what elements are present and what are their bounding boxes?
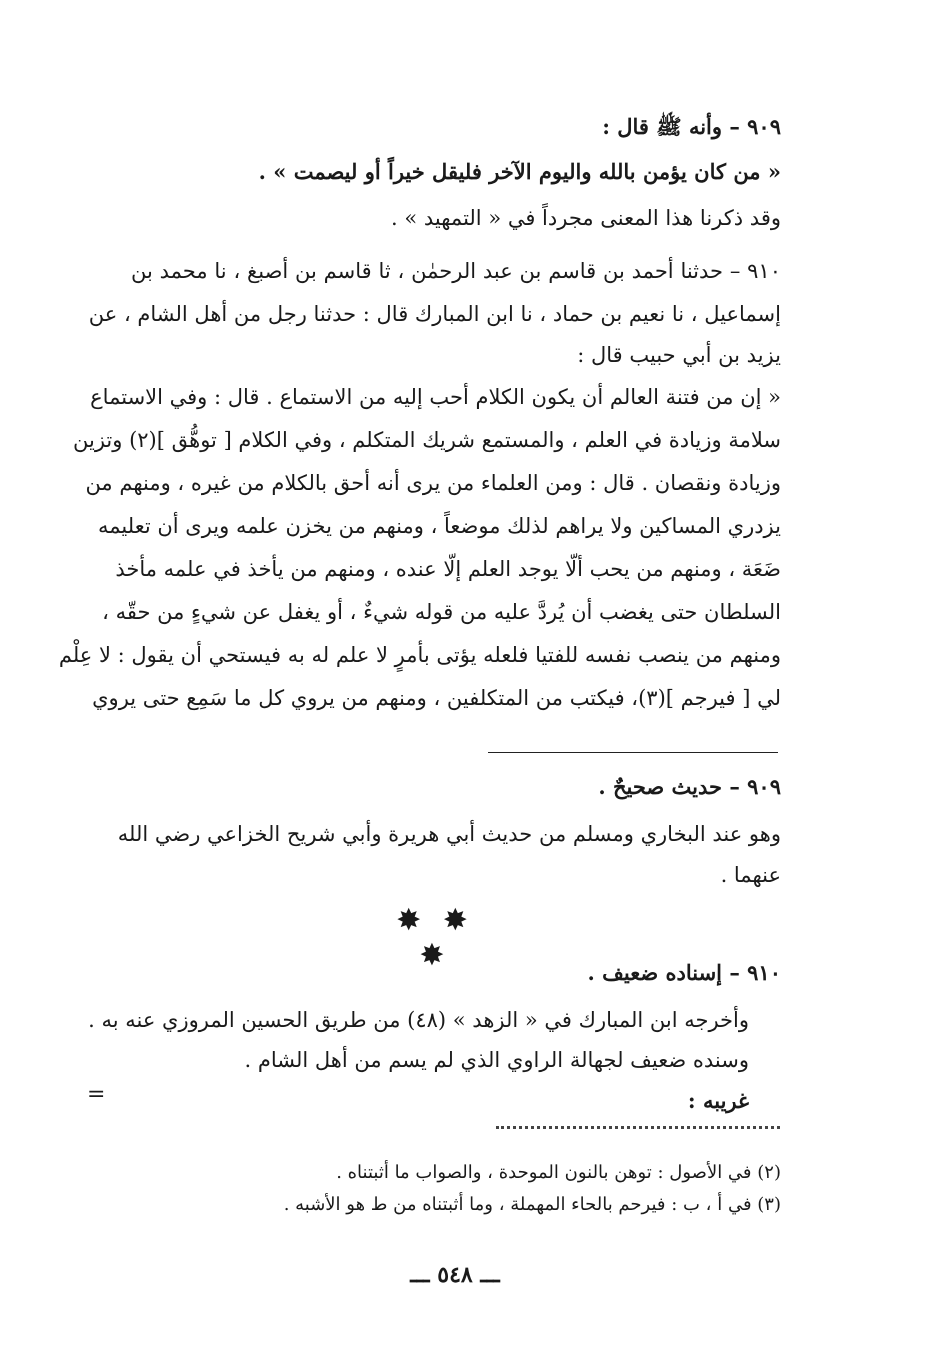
note-909-line: عنهما . [720, 863, 781, 887]
note-910-title: ٩١٠ – إسناده ضعيف . [587, 960, 781, 985]
footnote-2: (٢) في الأصول : توهن بالنون الموحدة ، والصواب ما أثبتناه . [336, 1162, 781, 1183]
hadith-910-isnad-line: ٩١٠ – حدثنا أحمد بن قاسم بن عبد الرحمٰن ، ثا قاسم بن أصبغ ، نا محمد بن [131, 259, 781, 283]
section-stars-divider: ✸ ✸ ✸ [396, 903, 474, 973]
hadith-909-note: وقد ذكرنا هذا المعنى مجرداً في « التمهيد » . [391, 206, 781, 230]
hadith-910-isnad-line: يزيد بن أبي حبيب قال : [577, 343, 781, 367]
hadith-909-intro: ٩٠٩ – وأنه ﷺ قال : [602, 114, 781, 139]
note-910-line: وأخرجه ابن المبارك في « الزهد » (٤٨) من طريق الحسين المروزي عنه به . [88, 1008, 749, 1032]
hadith-910-text-line: وزيادة ونقصان . قال : ومن العلماء من يرى أنه أحق بالكلام من غيره ، ومنهم من [85, 471, 781, 495]
hadith-910-text-line: ومنهم من ينصب نفسه للفتيا فلعله يؤتى بأمرٍ لا علم له به فيستحي أن يقول : لا عِلْم [58, 643, 781, 667]
note-910-line: وسنده ضعيف لجهالة الراوي الذي لم يسم من أهل الشام . [244, 1048, 749, 1072]
hadith-910-isnad-line: إسماعيل ، نا نعيم بن حماد ، نا ابن المبارك قال : حدثنا رجل من أهل الشام ، عن [88, 302, 781, 326]
hadith-910-text-line: سلامة وزيادة في العلم ، والمستمع شريك المتكلم ، وفي الكلام [ توهُّق ](٢) وتزين [72, 428, 781, 452]
hadith-910-text-line: ضَعَة ، ومنهم من يحب ألّا يوجد العلم إلّا عنده ، ومنهم من يأخذ في علمه مأخذ [115, 557, 781, 581]
hadith-910-text-line: « إن من فتنة العالم أن يكون الكلام أحب إليه من الاستماع . قال : وفي الاستماع [90, 385, 781, 409]
footnote-dotted-rule [496, 1126, 780, 1129]
hadith-910-text-line: لي [ فيرجم ](٣)، فيكتب من المتكلفين ، ومنهم من يروي كل ما سَمِع حتى يروي [92, 686, 781, 710]
notes-separator-rule [488, 752, 778, 753]
footnote-3: (٣) في أ ، ب : فيرحم بالحاء المهملة ، وما أثبتناه من ط هو الأشبه . [283, 1194, 781, 1215]
continuation-mark: = [87, 1082, 106, 1107]
hadith-910-text-line: يزدري المساكين ولا يراهم لذلك موضعاً ، ومنهم من يخزن علمه ويرى أن تعليمه [98, 514, 781, 538]
gharib-label: غريبه : [687, 1088, 749, 1113]
note-909-line: وهو عند البخاري ومسلم من حديث أبي هريرة وأبي شريح الخزاعي رضي الله [117, 822, 781, 846]
page-number: ـــ ٥٤٨ ـــ [410, 1262, 500, 1288]
hadith-910-text-line: السلطان حتى يغضب أن يُردَّ عليه من قوله شيءٌ ، أو يغفل عن شيءٍ من حقّه ، [102, 600, 781, 624]
hadith-909-quote: « من كان يؤمن بالله واليوم الآخر فليقل خيراً أو ليصمت » . [258, 159, 781, 184]
note-909-title: ٩٠٩ – حديث صحيحٌ . [598, 774, 781, 799]
